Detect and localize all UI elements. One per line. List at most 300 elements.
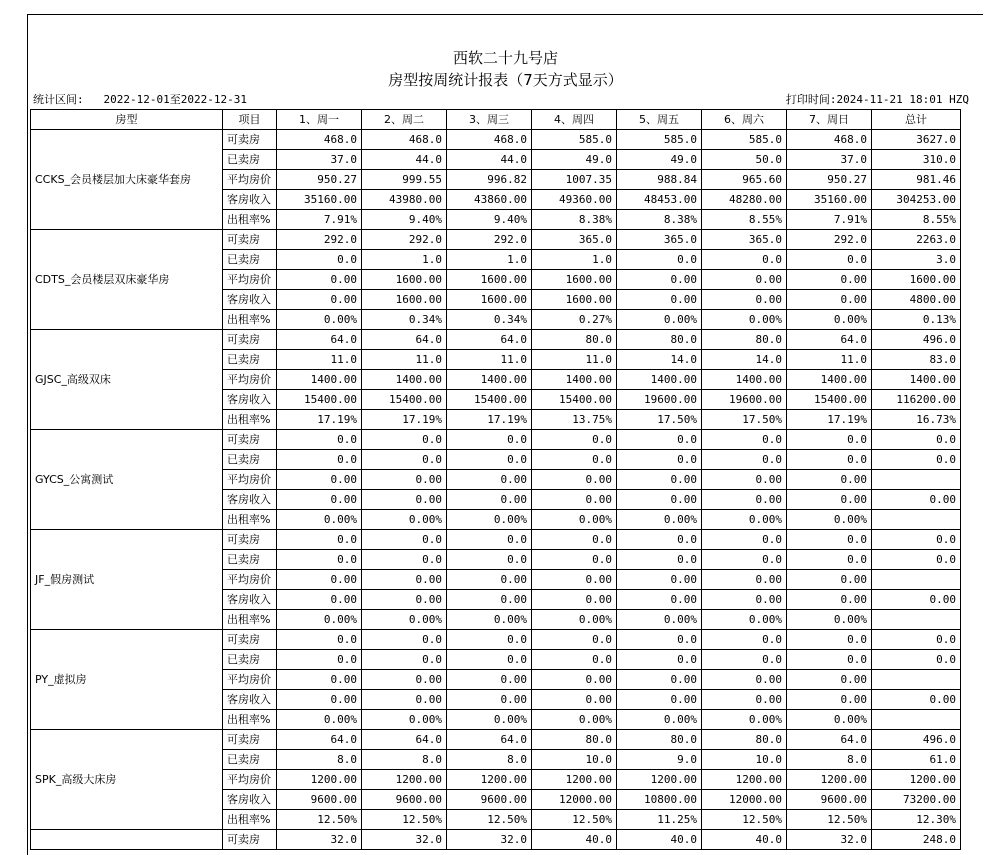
item-cell: 已卖房 — [223, 650, 277, 670]
value-cell: 0.0 — [532, 430, 617, 450]
table-row — [31, 730, 961, 750]
value-cell: 80.0 — [532, 730, 617, 750]
value-cell: 83.0 — [872, 350, 961, 370]
item-cell: 出租率% — [223, 210, 277, 230]
col-header: 2、周二 — [362, 110, 447, 130]
value-cell: 0.00% — [617, 310, 702, 330]
print-time-label: 打印时间: — [785, 93, 837, 106]
value-cell: 0.0 — [277, 650, 362, 670]
value-cell: 0.00 — [702, 490, 787, 510]
item-cell: 平均房价 — [223, 770, 277, 790]
value-cell: 0.0 — [617, 450, 702, 470]
item-cell: 出租率% — [223, 610, 277, 630]
value-cell: 64.0 — [277, 330, 362, 350]
stat-range-label: 统计区间: — [33, 93, 84, 106]
table-row — [31, 530, 961, 550]
value-cell: 0.00% — [447, 610, 532, 630]
value-cell: 1200.00 — [277, 770, 362, 790]
value-cell: 0.0 — [787, 630, 872, 650]
value-cell: 0.0 — [362, 450, 447, 470]
value-cell: 0.0 — [532, 650, 617, 670]
value-cell: 1600.00 — [447, 290, 532, 310]
value-cell — [872, 510, 961, 530]
stat-range — [33, 91, 247, 107]
item-cell: 可卖房 — [223, 830, 277, 850]
item-cell: 已卖房 — [223, 450, 277, 470]
value-cell: 0.00% — [447, 510, 532, 530]
value-cell: 0.00 — [617, 590, 702, 610]
col-header: 项目 — [223, 110, 277, 130]
value-cell: 44.0 — [447, 150, 532, 170]
room-type-cell: CCKS_会员楼层加大床豪华套房 — [31, 130, 223, 230]
value-cell: 80.0 — [532, 330, 617, 350]
value-cell: 0.0 — [532, 550, 617, 570]
value-cell: 16.73% — [872, 410, 961, 430]
value-cell: 0.00 — [787, 590, 872, 610]
table-row — [31, 830, 961, 850]
value-cell: 116200.00 — [872, 390, 961, 410]
value-cell: 37.0 — [277, 150, 362, 170]
value-cell: 80.0 — [617, 330, 702, 350]
value-cell: 0.00% — [362, 610, 447, 630]
room-type-cell: JF_假房测试 — [31, 530, 223, 630]
room-type-cell: PY_虚拟房 — [31, 630, 223, 730]
value-cell: 17.19% — [277, 410, 362, 430]
value-cell: 0.0 — [617, 550, 702, 570]
value-cell: 12.50% — [702, 810, 787, 830]
value-cell: 1600.00 — [447, 270, 532, 290]
value-cell: 0.00 — [447, 690, 532, 710]
value-cell: 49.0 — [532, 150, 617, 170]
table-row — [31, 630, 961, 650]
report-title: 房型按周统计报表（7天方式显示） — [388, 71, 623, 89]
item-cell: 客房收入 — [223, 290, 277, 310]
value-cell: 4800.00 — [872, 290, 961, 310]
value-cell: 1400.00 — [787, 370, 872, 390]
value-cell: 12.50% — [447, 810, 532, 830]
value-cell: 0.0 — [702, 430, 787, 450]
print-time-value: 2024-11-21 18:01 HZQ — [836, 93, 969, 106]
item-cell: 已卖房 — [223, 150, 277, 170]
value-cell: 15400.00 — [532, 390, 617, 410]
value-cell: 365.0 — [617, 230, 702, 250]
value-cell: 8.0 — [787, 750, 872, 770]
value-cell: 0.0 — [362, 630, 447, 650]
value-cell: 13.75% — [532, 410, 617, 430]
value-cell: 496.0 — [872, 730, 961, 750]
value-cell: 9600.00 — [362, 790, 447, 810]
item-cell: 平均房价 — [223, 170, 277, 190]
value-cell: 0.0 — [872, 650, 961, 670]
value-cell: 999.55 — [362, 170, 447, 190]
value-cell: 1400.00 — [872, 370, 961, 390]
value-cell: 32.0 — [447, 830, 532, 850]
value-cell: 73200.00 — [872, 790, 961, 810]
value-cell: 19600.00 — [617, 390, 702, 410]
room-type-weekly-table — [30, 109, 961, 850]
value-cell: 8.38% — [617, 210, 702, 230]
value-cell: 10.0 — [532, 750, 617, 770]
value-cell: 1600.00 — [872, 270, 961, 290]
value-cell: 0.0 — [277, 450, 362, 470]
value-cell: 0.00% — [447, 710, 532, 730]
value-cell: 7.91% — [277, 210, 362, 230]
item-cell: 出租率% — [223, 710, 277, 730]
value-cell: 0.0 — [787, 430, 872, 450]
item-cell: 已卖房 — [223, 750, 277, 770]
item-cell: 客房收入 — [223, 590, 277, 610]
value-cell: 0.00 — [447, 670, 532, 690]
value-cell: 1400.00 — [447, 370, 532, 390]
value-cell: 12000.00 — [702, 790, 787, 810]
value-cell: 8.55% — [872, 210, 961, 230]
value-cell: 0.0 — [872, 630, 961, 650]
item-cell: 平均房价 — [223, 670, 277, 690]
room-type-cell — [31, 830, 223, 850]
value-cell: 0.00 — [447, 490, 532, 510]
value-cell: 0.00 — [617, 490, 702, 510]
col-header: 房型 — [31, 110, 223, 130]
item-cell: 客房收入 — [223, 390, 277, 410]
value-cell: 8.38% — [532, 210, 617, 230]
value-cell: 1600.00 — [532, 270, 617, 290]
value-cell: 0.00% — [617, 510, 702, 530]
value-cell: 0.00 — [787, 270, 872, 290]
value-cell: 0.00% — [277, 310, 362, 330]
value-cell: 1400.00 — [277, 370, 362, 390]
value-cell: 0.00 — [702, 690, 787, 710]
value-cell: 0.13% — [872, 310, 961, 330]
value-cell: 0.00 — [277, 470, 362, 490]
value-cell: 0.00% — [277, 510, 362, 530]
value-cell: 0.00 — [362, 490, 447, 510]
value-cell: 310.0 — [872, 150, 961, 170]
value-cell: 0.0 — [277, 630, 362, 650]
value-cell: 1200.00 — [532, 770, 617, 790]
value-cell: 9600.00 — [277, 790, 362, 810]
value-cell: 64.0 — [362, 730, 447, 750]
value-cell: 0.0 — [617, 630, 702, 650]
value-cell: 0.00 — [617, 290, 702, 310]
value-cell: 0.00 — [447, 590, 532, 610]
value-cell: 0.00% — [787, 310, 872, 330]
stat-range-value: 2022-12-01至2022-12-31 — [103, 93, 247, 106]
value-cell: 43860.00 — [447, 190, 532, 210]
value-cell: 15400.00 — [447, 390, 532, 410]
value-cell: 248.0 — [872, 830, 961, 850]
item-cell: 已卖房 — [223, 550, 277, 570]
value-cell: 0.00% — [787, 710, 872, 730]
value-cell: 0.00 — [277, 590, 362, 610]
item-cell: 已卖房 — [223, 250, 277, 270]
value-cell: 32.0 — [277, 830, 362, 850]
value-cell: 585.0 — [532, 130, 617, 150]
col-header: 4、周四 — [532, 110, 617, 130]
value-cell: 1200.00 — [702, 770, 787, 790]
value-cell: 37.0 — [787, 150, 872, 170]
value-cell: 0.00 — [532, 490, 617, 510]
value-cell: 43980.00 — [362, 190, 447, 210]
value-cell: 988.84 — [617, 170, 702, 190]
value-cell: 0.0 — [277, 550, 362, 570]
value-cell: 17.19% — [787, 410, 872, 430]
value-cell: 11.0 — [447, 350, 532, 370]
value-cell: 17.19% — [447, 410, 532, 430]
value-cell: 496.0 — [872, 330, 961, 350]
value-cell: 40.0 — [702, 830, 787, 850]
value-cell: 0.00 — [702, 270, 787, 290]
value-cell: 0.27% — [532, 310, 617, 330]
value-cell: 0.0 — [532, 450, 617, 470]
value-cell: 0.00 — [617, 470, 702, 490]
item-cell: 客房收入 — [223, 690, 277, 710]
col-header: 7、周日 — [787, 110, 872, 130]
value-cell: 0.0 — [702, 630, 787, 650]
value-cell: 0.00% — [532, 610, 617, 630]
value-cell: 0.0 — [447, 550, 532, 570]
value-cell: 0.00% — [787, 610, 872, 630]
value-cell: 64.0 — [447, 730, 532, 750]
value-cell: 8.0 — [447, 750, 532, 770]
value-cell: 0.00 — [532, 570, 617, 590]
value-cell: 0.00 — [617, 690, 702, 710]
value-cell: 0.0 — [617, 530, 702, 550]
value-cell: 1200.00 — [447, 770, 532, 790]
value-cell — [872, 710, 961, 730]
value-cell: 12.50% — [532, 810, 617, 830]
item-cell: 客房收入 — [223, 190, 277, 210]
value-cell: 12.30% — [872, 810, 961, 830]
value-cell: 304253.00 — [872, 190, 961, 210]
value-cell: 468.0 — [787, 130, 872, 150]
value-cell: 0.0 — [702, 450, 787, 470]
value-cell: 0.0 — [617, 650, 702, 670]
value-cell: 0.00% — [277, 610, 362, 630]
value-cell: 0.0 — [702, 550, 787, 570]
value-cell: 0.0 — [872, 530, 961, 550]
value-cell: 0.0 — [532, 530, 617, 550]
value-cell — [872, 470, 961, 490]
value-cell: 8.0 — [362, 750, 447, 770]
item-cell: 平均房价 — [223, 470, 277, 490]
room-type-cell: GJSC_高级双床 — [31, 330, 223, 430]
value-cell: 0.0 — [787, 450, 872, 470]
value-cell: 49.0 — [617, 150, 702, 170]
room-type-cell: SPK_高级大床房 — [31, 730, 223, 830]
value-cell: 0.00 — [277, 670, 362, 690]
value-cell: 0.0 — [787, 530, 872, 550]
table-row — [31, 430, 961, 450]
value-cell: 0.0 — [617, 250, 702, 270]
value-cell: 0.0 — [362, 430, 447, 450]
value-cell: 0.00% — [617, 610, 702, 630]
value-cell: 0.00 — [872, 590, 961, 610]
value-cell: 17.19% — [362, 410, 447, 430]
value-cell: 48280.00 — [702, 190, 787, 210]
value-cell: 1.0 — [532, 250, 617, 270]
col-header: 6、周六 — [702, 110, 787, 130]
item-cell: 可卖房 — [223, 430, 277, 450]
room-type-cell: GYCS_公寓测试 — [31, 430, 223, 530]
value-cell: 1200.00 — [362, 770, 447, 790]
value-cell: 965.60 — [702, 170, 787, 190]
value-cell: 0.00% — [702, 310, 787, 330]
value-cell: 0.00% — [532, 510, 617, 530]
value-cell: 0.00 — [277, 490, 362, 510]
value-cell: 1400.00 — [617, 370, 702, 390]
value-cell: 0.00% — [362, 510, 447, 530]
value-cell: 996.82 — [447, 170, 532, 190]
value-cell: 80.0 — [617, 730, 702, 750]
value-cell: 0.00 — [362, 470, 447, 490]
value-cell: 0.00 — [787, 470, 872, 490]
value-cell: 0.0 — [362, 650, 447, 670]
value-cell: 12.50% — [787, 810, 872, 830]
value-cell: 1400.00 — [702, 370, 787, 390]
value-cell: 1600.00 — [532, 290, 617, 310]
value-cell: 44.0 — [362, 150, 447, 170]
value-cell: 0.00 — [787, 570, 872, 590]
table-body — [31, 130, 961, 850]
print-time — [786, 91, 969, 107]
value-cell: 9600.00 — [447, 790, 532, 810]
value-cell: 12000.00 — [532, 790, 617, 810]
value-cell: 0.0 — [787, 250, 872, 270]
value-cell: 15400.00 — [787, 390, 872, 410]
item-cell: 客房收入 — [223, 490, 277, 510]
value-cell — [872, 610, 961, 630]
value-cell: 292.0 — [447, 230, 532, 250]
value-cell: 365.0 — [532, 230, 617, 250]
value-cell: 468.0 — [362, 130, 447, 150]
value-cell: 0.00 — [362, 690, 447, 710]
value-cell: 0.0 — [872, 450, 961, 470]
value-cell: 0.00 — [702, 290, 787, 310]
value-cell: 49360.00 — [532, 190, 617, 210]
item-cell: 可卖房 — [223, 130, 277, 150]
value-cell: 0.00 — [787, 290, 872, 310]
table-row — [31, 130, 961, 150]
value-cell: 950.27 — [277, 170, 362, 190]
item-cell: 平均房价 — [223, 270, 277, 290]
value-cell: 50.0 — [702, 150, 787, 170]
value-cell: 0.00% — [362, 710, 447, 730]
value-cell: 0.0 — [872, 550, 961, 570]
value-cell: 0.0 — [277, 530, 362, 550]
item-cell: 出租率% — [223, 410, 277, 430]
value-cell: 0.00 — [702, 470, 787, 490]
value-cell: 32.0 — [787, 830, 872, 850]
value-cell: 64.0 — [277, 730, 362, 750]
item-cell: 出租率% — [223, 310, 277, 330]
value-cell: 3.0 — [872, 250, 961, 270]
value-cell: 40.0 — [532, 830, 617, 850]
value-cell: 0.00 — [447, 470, 532, 490]
value-cell: 3627.0 — [872, 130, 961, 150]
col-header: 5、周五 — [617, 110, 702, 130]
value-cell: 80.0 — [702, 330, 787, 350]
value-cell: 17.50% — [617, 410, 702, 430]
value-cell: 292.0 — [362, 230, 447, 250]
value-cell: 0.00 — [532, 690, 617, 710]
value-cell: 14.0 — [702, 350, 787, 370]
value-cell: 0.0 — [702, 650, 787, 670]
value-cell: 1200.00 — [872, 770, 961, 790]
value-cell: 0.00 — [702, 590, 787, 610]
item-cell: 平均房价 — [223, 570, 277, 590]
item-cell: 可卖房 — [223, 630, 277, 650]
value-cell: 64.0 — [787, 730, 872, 750]
value-cell: 0.00% — [787, 510, 872, 530]
value-cell: 0.00% — [702, 610, 787, 630]
value-cell: 35160.00 — [787, 190, 872, 210]
report-page — [27, 14, 983, 855]
value-cell: 9.40% — [447, 210, 532, 230]
hotel-name: 西软二十九号店 — [452, 49, 558, 67]
value-cell: 0.0 — [787, 550, 872, 570]
value-cell: 0.00 — [277, 570, 362, 590]
value-cell: 468.0 — [447, 130, 532, 150]
value-cell: 12.50% — [362, 810, 447, 830]
value-cell: 0.00 — [702, 670, 787, 690]
value-cell: 80.0 — [702, 730, 787, 750]
value-cell: 0.00 — [277, 290, 362, 310]
item-cell: 可卖房 — [223, 330, 277, 350]
value-cell: 8.55% — [702, 210, 787, 230]
value-cell: 48453.00 — [617, 190, 702, 210]
value-cell: 0.00% — [617, 710, 702, 730]
value-cell: 0.00 — [362, 590, 447, 610]
header-row — [31, 110, 961, 130]
value-cell: 0.00% — [277, 710, 362, 730]
value-cell: 0.0 — [532, 630, 617, 650]
value-cell: 0.0 — [362, 530, 447, 550]
value-cell: 0.00 — [702, 570, 787, 590]
value-cell: 1600.00 — [362, 290, 447, 310]
value-cell: 1200.00 — [617, 770, 702, 790]
value-cell: 0.00 — [532, 590, 617, 610]
value-cell: 1400.00 — [362, 370, 447, 390]
value-cell: 1600.00 — [362, 270, 447, 290]
value-cell: 7.91% — [787, 210, 872, 230]
value-cell: 1.0 — [447, 250, 532, 270]
value-cell: 35160.00 — [277, 190, 362, 210]
value-cell: 15400.00 — [362, 390, 447, 410]
value-cell: 0.0 — [872, 430, 961, 450]
value-cell: 10800.00 — [617, 790, 702, 810]
value-cell: 1007.35 — [532, 170, 617, 190]
value-cell: 0.00 — [362, 570, 447, 590]
value-cell — [872, 570, 961, 590]
value-cell: 0.00 — [532, 670, 617, 690]
col-header: 3、周三 — [447, 110, 532, 130]
value-cell: 1400.00 — [532, 370, 617, 390]
col-header: 1、周一 — [277, 110, 362, 130]
value-cell: 981.46 — [872, 170, 961, 190]
col-header: 总计 — [872, 110, 961, 130]
item-cell: 出租率% — [223, 510, 277, 530]
value-cell: 0.0 — [277, 430, 362, 450]
value-cell: 292.0 — [787, 230, 872, 250]
value-cell: 468.0 — [277, 130, 362, 150]
room-type-cell: CDTS_会员楼层双床豪华房 — [31, 230, 223, 330]
value-cell: 64.0 — [787, 330, 872, 350]
value-cell: 0.0 — [447, 450, 532, 470]
value-cell: 64.0 — [362, 330, 447, 350]
item-cell: 客房收入 — [223, 790, 277, 810]
value-cell: 9.0 — [617, 750, 702, 770]
value-cell: 0.34% — [362, 310, 447, 330]
